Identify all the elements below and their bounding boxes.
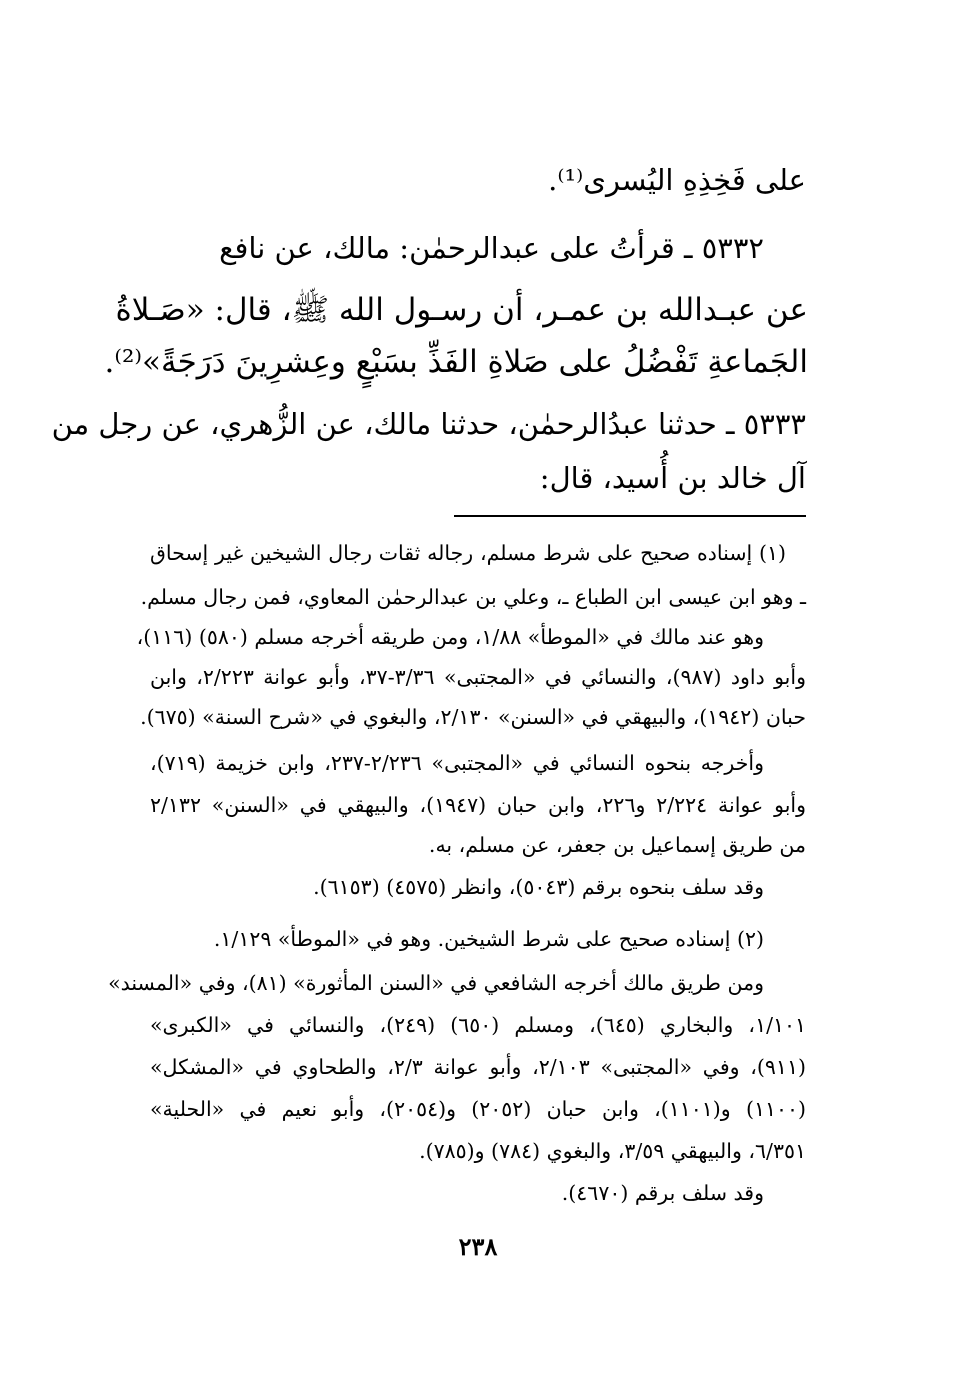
- main-text-line: آل خالد بن أُسيد، قال:: [539, 461, 806, 495]
- footnote-1-line: حبان (١٩٤٢)، والبيهقي في «السنن» ٢/١٣٠، والبغوي في «شرح السنة» (٦٧٥).: [140, 705, 806, 729]
- hadith-5332-heading: ٥٣٣٢ ـ قرأتُ على عبدالرحمٰن: مالك، عن نافع: [219, 231, 764, 265]
- footnote-1-line: (١) إسناده صحيح على شرط مسلم، رجاله ثقات رجال الشيخين غير إسحاق: [150, 541, 786, 565]
- footnote-1-line: ـ وهو ابن عيسى ابن الطباع ـ، وعلي بن عبدالرحمٰن المعاوي، فمن رجال مسلم.: [140, 585, 806, 609]
- footnote-2-line: ٦/٣٥١، والبيهقي ٣/٥٩، والبغوي (٧٨٤) و(٧٨٥).: [419, 1139, 806, 1163]
- footnote-1-line: من طريق إسماعيل بن جعفر، عن مسلم، به.: [428, 833, 806, 857]
- main-text-line: الجَماعةِ تَفْضُلُ على صَلاةِ الفَذِّ بسَبْعٍ وعِشرِينَ دَرَجَةً»⁽²⁾.: [104, 344, 808, 380]
- footnote-1-line: وهو عند مالك في «الموطأ» ١/٨٨، ومن طريقه أخرجه مسلم (٥٨٠) (١١٦)،: [136, 625, 764, 649]
- main-text-line: على فَخِذِهِ اليُسرى⁽¹⁾.: [548, 163, 806, 197]
- page-number: ٢٣٨: [458, 1232, 498, 1261]
- footnote-2-line: (٢) إسناده صحيح على شرط الشيخين. وهو في «الموطأ» ١/١٢٩.: [213, 927, 764, 951]
- footnote-2-line: ومن طريق مالك أخرجه الشافعي في «السنن المأثورة» (٨١)، وفي «المسند»: [108, 971, 764, 995]
- footnote-2-line: (١١٠٠) و(١١٠١)، وابن حبان (٢٠٥٢) و(٢٠٥٤)، وأبو نعيم في «الحلية»: [150, 1097, 806, 1121]
- footnote-2-line: وقد سلف برقم (٤٦٧٠).: [561, 1181, 764, 1205]
- footnote-1-line: وأخرجه بنحوه النسائي في «المجتبى» ٢/٢٣٦-٢٣٧، وابن خزيمة (٧١٩)،: [150, 751, 764, 775]
- footnote-1-line: وقد سلف بنحوه برقم (٥٠٤٣)، وانظر (٤٥٧٥) (٦١٥٣).: [313, 875, 764, 899]
- footnote-2-line: (٩١١)، وفي «المجتبى» ٢/١٠٣، وأبو عوانة ٢/٣، والطحاوي في «المشكل»: [150, 1055, 806, 1079]
- footnote-2-line: ١/١٠١، والبخاري (٦٤٥)، ومسلم (٦٥٠) (٢٤٩)، والنسائي في «الكبرى»: [150, 1013, 807, 1037]
- footnote-1-line: وأبو داود (٩٨٧)، والنسائي في «المجتبى» ٣/٣٦-٣٧، وأبو عوانة ٢/٢٢٣، وابن: [150, 665, 806, 689]
- hadith-5333-heading: ٥٣٣٣ ـ حدثنا عبدُالرحمٰن، حدثنا مالك، عن الزُّهري، عن رجل من: [51, 407, 806, 441]
- footnote-1-line: وأبو عوانة ٢/٢٢٤ و٢٢٦، وابن حبان (١٩٤٧)، والبيهقي في «السنن» ٢/١٣٢: [150, 793, 807, 817]
- main-text-line: عن عبـدالله بن عمـر، أن رسـول الله ﷺ، قال: «صَـلاةُ: [115, 292, 808, 328]
- footnote-separator: [454, 515, 806, 517]
